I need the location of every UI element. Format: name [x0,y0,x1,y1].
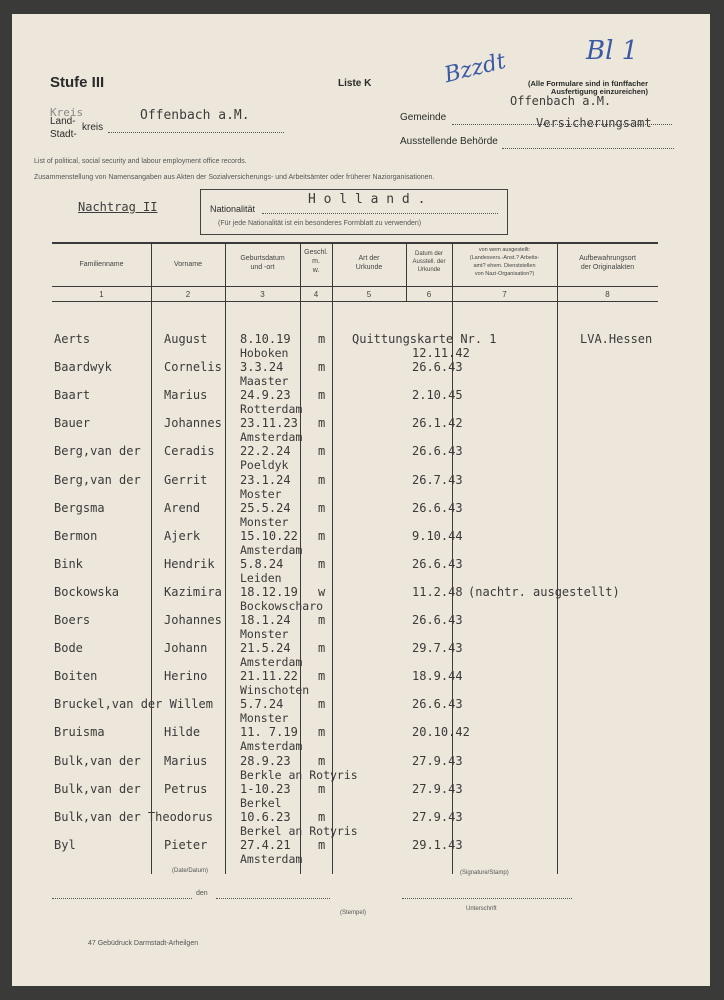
cell-familienname: Berg,van der [54,444,141,459]
table-row [12,725,710,753]
cell-vorname: Cornelis [164,360,222,375]
header-familienname: Familienname [79,261,124,268]
cell-ausstelldatum: 27.9.43 [412,809,463,824]
cell-familienname: Berg,van der [54,472,141,487]
stempel-caption: (Stempel) [340,910,367,916]
cell-geburtsdatum: 24.9.23 [240,388,291,403]
info-german: Zusammenstellung von Namensangaben aus Akten der Sozialversicherungs- und Arbeitsämter oder früherer Naziorganisationen. [34,174,435,181]
cell-geburtsdatum: 10.6.23 [240,809,291,824]
cell-ausstelldatum: 29.7.43 [412,641,463,656]
cell-geburtsort: Monster [240,514,289,529]
cell-vorname: Johannes [164,613,222,627]
cell-vorname: Pieter [164,837,208,852]
col-number-4: 4 [313,290,319,299]
cell-vorname: Petrus [164,781,208,796]
table-row [12,641,710,669]
cell-geburtsdatum: 23.11.23 [240,416,298,431]
cell-ausstelldatum: 26.6.43 [412,613,463,627]
cell-geburtsort: Amsterdam [240,851,303,866]
cell-geschlecht: m [318,613,326,627]
cell-familienname: Bink [54,556,83,571]
handwritten-mark: Bzzdt [441,48,509,89]
cell-geburtsort: Maaster [240,374,289,389]
nachtrag-label: Nachtrag II [78,200,158,214]
cell-familienname: Bruisma [54,725,105,740]
cell-geburtsort: Monster [240,711,289,726]
cell-ausstelldatum: 26.7.43 [412,472,463,487]
table-row [12,473,710,501]
table-header-rule [52,286,658,287]
cell-ausstelldatum: 26.6.43 [412,556,463,571]
col-number-1: 1 [99,290,104,299]
cell-geschlecht: m [318,837,326,852]
den-label: den [196,890,208,897]
header-geschlecht: Geschl. m. w. [304,249,328,274]
cell-geburtsdatum: 22.2.24 [240,444,291,459]
cell-geschlecht: m [318,444,326,459]
table-row [12,697,710,725]
cell-vorname: Hilde [164,725,201,740]
cell-vorname: Arend [164,500,201,515]
cell-note: (nachtr. ausgestellt) [468,584,620,599]
cell-geschlecht: m [318,669,326,684]
table-number-rule [52,301,658,302]
gemeinde-label: Gemeinde [400,112,447,123]
signature-caption: (Signature/Stamp) [460,870,509,876]
cell-geschlecht: m [318,641,326,656]
cell-geburtsort: Monster [240,627,289,641]
handwritten-sheet-number: Bl 1 [586,36,639,66]
cell-geschlecht: w [318,584,326,599]
col-number-8: 8 [605,290,610,299]
cell-geburtsort: Amsterdam [240,739,303,754]
cell-geburtsdatum: 8.10.19 [240,332,291,346]
nationality-line [262,213,498,214]
cell-ausstelldatum: 26.6.43 [412,360,463,375]
cell-familienname: Bockowska [54,584,120,599]
behoerde-label: Ausstellende Behörde [400,136,498,147]
cell-geburtsort: Poeldyk [240,458,289,473]
cell-geburtsdatum: 23.1.24 [240,472,291,487]
cell-ausstelldatum: 27.9.43 [412,753,463,768]
header-von-wem: von wem ausgestellt: (Landesvers.-Anst.? Arbeits- amt? ehem. Dienststellen von Nazi-Organisation?) [469,247,540,277]
cell-geschlecht: m [318,556,326,571]
col-number-6: 6 [426,290,432,299]
cell-familienname: Bruckel,van der Willem [54,697,213,712]
cell-familienname: Boers [54,613,91,627]
cell-geburtsort: Bockowscharo [240,598,324,613]
cell-geburtsdatum: 15.10.22 [240,528,298,543]
col-number-3: 3 [260,290,265,299]
table-row [12,388,710,416]
nationality-note: (Für jede Nationalität ist ein besonderes Formblatt zu verwenden) [218,220,422,227]
cell-geburtsdatum: 5.7.24 [240,697,284,712]
table-row [12,782,710,810]
cell-vorname: Kazimira [164,584,222,599]
cell-geburtsort: Amsterdam [240,655,303,670]
cell-geschlecht: m [318,388,326,403]
cell-familienname: Bermon [54,528,98,543]
behoerde-value: Versicherungsamt [536,116,652,130]
cell-geschlecht: m [318,697,326,712]
cell-geburtsdatum: 21.5.24 [240,641,291,656]
cell-geschlecht: m [318,528,326,543]
cell-vorname: Gerrit [164,472,208,487]
cell-vorname: Marius [164,753,208,768]
date-caption: (Date/Datum) [172,868,209,874]
list-label: Liste K [338,78,372,89]
cell-familienname: Aerts [54,332,91,346]
cell-geschlecht: m [318,725,326,740]
table-row [12,585,710,613]
header-datum: Datum der Ausstell. der Urkunde [412,251,446,273]
col-number-5: 5 [366,290,372,299]
cell-vorname: Marius [164,388,208,403]
cell-familienname: Bode [54,641,83,656]
cell-geschlecht: m [318,809,326,824]
cell-familienname: Bulk,van der Theodorus [54,809,213,824]
unterschrift-caption: Unterschrift [466,906,497,912]
cell-familienname: Boiten [54,669,98,684]
stadt-label: Stadt- [50,129,77,140]
cell-geschlecht: m [318,753,326,768]
table-row [12,557,710,585]
cell-geburtsdatum: 25.5.24 [240,500,291,515]
behoerde-line [502,148,674,149]
cell-geburtsdatum: 21.11.22 [240,669,298,684]
cell-ausstelldatum: 11.2.48 [412,584,463,599]
cell-familienname: Bauer [54,416,91,431]
cell-vorname: Hendrik [164,556,215,571]
cell-vorname: Johann [164,641,208,656]
cell-geschlecht: m [318,500,326,515]
table-row [12,332,710,360]
nationality-label: Nationalität [210,204,256,214]
cell-geburtsdatum: 18.12.19 [240,584,298,599]
cell-familienname: Baardwyk [54,360,112,375]
cell-geschlecht: m [318,416,326,431]
kreis-overstrike: Kreis [50,106,84,119]
cell-vorname: August [164,332,208,346]
printer-line: 47 Gebüdruck Darmstadt-Arheilgen [88,940,199,947]
cell-ausstelldatum: 18.9.44 [412,669,463,684]
cell-geburtsdatum: 3.3.24 [240,360,284,375]
cell-familienname: Baart [54,388,91,403]
cell-geburtsort: Amsterdam [240,542,303,557]
col-number-2: 2 [185,290,191,299]
cell-geburtsort: Hoboken [240,346,289,360]
table-row [12,444,710,472]
cell-vorname: Ceradis [164,444,215,459]
table-top-rule [52,242,658,244]
cell-geschlecht: m [318,332,326,346]
kreis-label: kreis [82,122,104,133]
cell-geburtsort: Leiden [240,570,282,585]
cell-geburtsort: Berkle an Rotyris [240,767,358,782]
cell-geburtsdatum: 1-10.23 [240,781,291,796]
cell-geburtsort: Winschoten [240,683,310,698]
cell-geburtsort: Rotterdam [240,402,303,417]
date-line [216,898,330,899]
table-row [12,754,710,782]
land-label: Land- [50,116,76,127]
cell-ausstelldatum: 9.10.44 [412,528,463,543]
cell-geburtsort: Moster [240,486,282,501]
table-row [12,838,710,866]
cell-geburtsdatum: 18.1.24 [240,613,291,627]
cell-geschlecht: m [318,360,326,375]
header-geburt: Geburtsdatum und -ort [240,255,285,271]
header-vorname: Vorname [173,261,203,268]
cell-familienname: Byl [54,837,76,852]
cell-familienname: Bergsma [54,500,105,515]
cell-geburtsort: Berkel [240,795,282,810]
cell-ausstelldatum: 29.1.43 [412,837,463,852]
cell-urkunde: Quittungskarte Nr. 1 [352,332,497,346]
nationality-value: H o l l a n d . [308,192,426,207]
copies-note: (Alle Formulare sind in fünffacher Ausfertigung einzureichen) [528,79,649,96]
gemeinde-value: Offenbach a.M. [510,94,612,108]
cell-ausstelldatum: 27.9.43 [412,781,463,796]
cell-ausstelldatum: 12.11.42 [412,346,470,360]
cell-ausstelldatum: 26.6.43 [412,444,463,459]
signature-line [402,898,572,899]
form-sheet [12,14,710,986]
cell-aufbewahrung: LVA.Hessen [580,332,653,346]
table-row [12,501,710,529]
table-row [12,529,710,557]
info-english: List of political, social security and labour employment office records. [34,158,247,165]
cell-vorname: Herino [164,669,208,684]
cell-geburtsort: Berkel an Rotyris [240,823,358,838]
cell-ausstelldatum: 26.6.43 [412,500,463,515]
table-row [12,669,710,697]
cell-ausstelldatum: 26.1.42 [412,416,463,431]
table-row [12,416,710,444]
kreis-value: Offenbach a.M. [140,108,250,123]
cell-geburtsort: Amsterdam [240,430,303,445]
cell-geburtsdatum: 28.9.23 [240,753,291,768]
cell-geschlecht: m [318,472,326,487]
cell-ausstelldatum: 26.6.43 [412,697,463,712]
cell-geburtsdatum: 5.8.24 [240,556,284,571]
kreis-line [108,132,284,133]
stage-title: Stufe III [50,74,105,91]
table-row [12,810,710,838]
cell-vorname: Johannes [164,416,222,431]
header-urkunde: Art der Urkunde [355,255,383,271]
cell-familienname: Bulk,van der [54,781,141,796]
cell-ausstelldatum: 20.10.42 [412,725,470,740]
place-line [52,898,192,899]
header-aufbewahrung: Aufbewahrungsort der Originalakten [579,255,636,271]
cell-ausstelldatum: 2.10.45 [412,388,463,403]
table-row [12,613,710,641]
cell-vorname: Ajerk [164,528,201,543]
table-row [12,360,710,388]
cell-geburtsdatum: 11. 7.19 [240,725,298,740]
cell-geburtsdatum: 27.4.21 [240,837,291,852]
cell-familienname: Bulk,van der [54,753,141,768]
cell-geschlecht: m [318,781,326,796]
col-number-7: 7 [502,290,507,299]
